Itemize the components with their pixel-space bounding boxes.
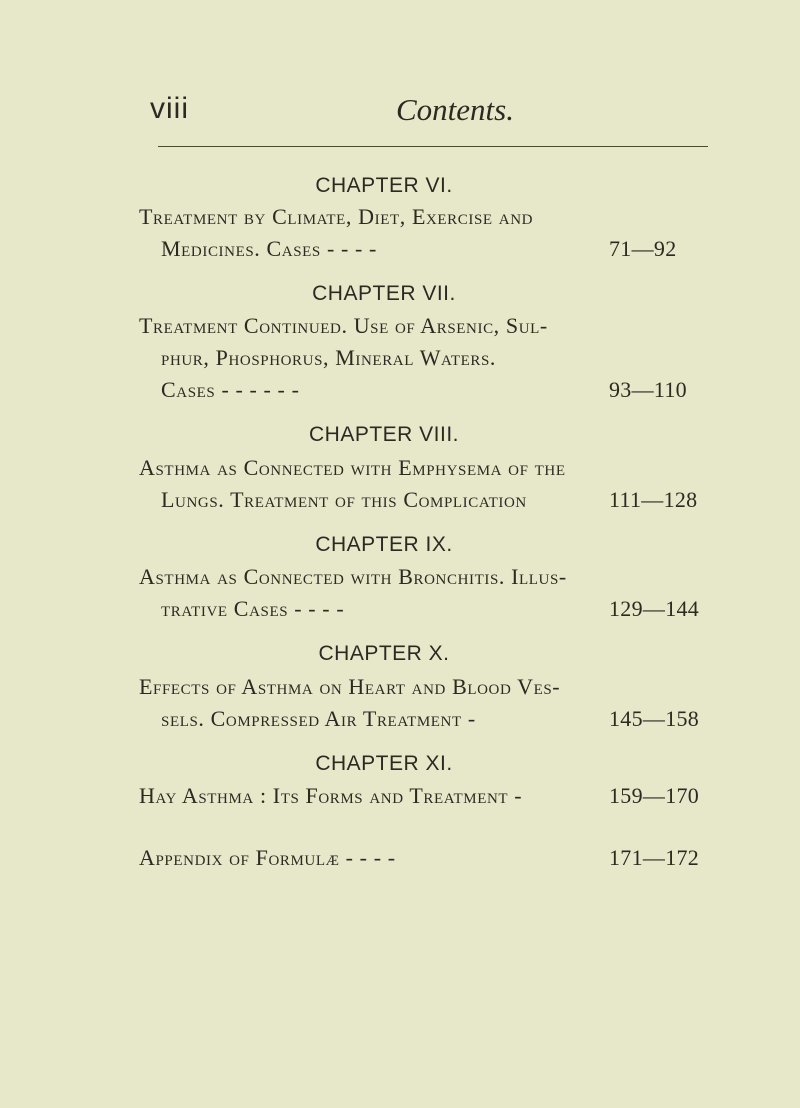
toc-entry-line: Effects of Asthma on Heart and Blood Ves- [139,674,561,699]
running-title: Contents. [396,92,514,127]
page-range: 111—128 [609,487,698,512]
chapter-heading: CHAPTER XI. [315,752,453,775]
appendix-page-range: 171—172 [609,845,700,870]
appendix-entry: Appendix of Formulæ - - - - [139,845,396,870]
chapter-heading: CHAPTER VI. [315,174,453,197]
chapter-heading: CHAPTER VIII. [308,423,460,446]
page-range: 71—92 [609,236,677,261]
toc-entry-line: Asthma as Connected with Emphysema of the [139,455,566,480]
toc-entry-line: Hay Asthma : Its Forms and Treatment - [139,783,523,808]
toc-entry-line: Treatment Continued. Use of Arsenic, Sul- [139,313,548,338]
page-range: 145—158 [609,706,700,731]
toc-entry-line: trative Cases - - - - [161,596,345,621]
toc-entry-line: Lungs. Treatment of this Complication [161,487,527,512]
header-rule [158,146,708,147]
page-header [150,92,710,132]
toc-entry-line: Treatment by Climate, Diet, Exercise and [139,204,534,229]
chapter-heading: CHAPTER VII. [312,282,456,305]
toc-entry-line: phur, Phosphorus, Mineral Waters. [161,345,497,370]
chapter-heading: CHAPTER X. [318,642,450,665]
toc-entry-line: sels. Compressed Air Treatment - [161,706,476,731]
toc-entry-line: Asthma as Connected with Bronchitis. Illus- [139,564,567,589]
toc-entry-line: Cases - - - - - - [161,377,300,402]
page-number: viii [150,92,189,125]
chapter-heading: CHAPTER IX. [315,533,453,556]
page-range: 93—110 [609,377,687,402]
page-range: 159—170 [609,783,700,808]
toc-entry-line: Medicines. Cases - - - - [161,236,377,261]
page-range: 129—144 [609,596,700,621]
